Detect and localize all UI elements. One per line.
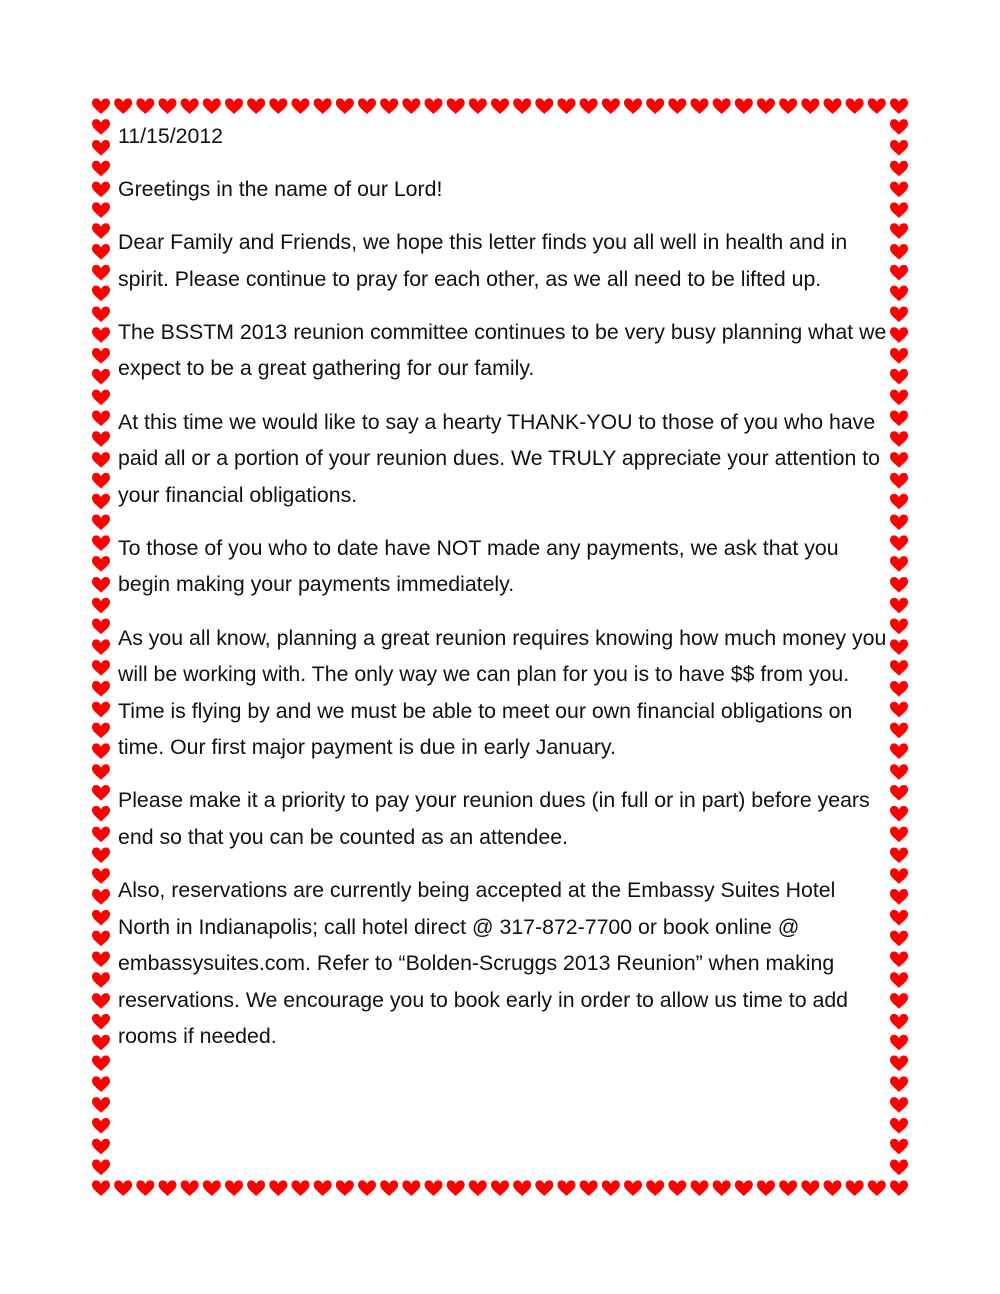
heart-icon xyxy=(757,1180,775,1196)
heart-icon xyxy=(890,182,908,198)
heart-icon xyxy=(513,1180,531,1196)
heart-icon xyxy=(92,1035,110,1051)
heart-icon xyxy=(114,1180,132,1196)
heart-icon xyxy=(580,1180,598,1196)
heart-icon xyxy=(624,98,642,114)
heart-icon xyxy=(890,951,908,967)
heart-icon xyxy=(890,847,908,863)
heart-icon xyxy=(114,98,132,114)
heart-icon xyxy=(890,161,908,177)
heart-icon xyxy=(92,515,110,531)
heart-icon xyxy=(136,98,154,114)
heart-icon xyxy=(558,98,576,114)
heart-icon xyxy=(890,327,908,343)
heart-icon xyxy=(890,1139,908,1155)
heart-icon xyxy=(691,98,709,114)
heart-icon xyxy=(801,98,819,114)
heart-icon xyxy=(358,98,376,114)
heart-icon xyxy=(868,98,886,114)
heart-icon xyxy=(92,286,110,302)
heart-icon xyxy=(92,327,110,343)
heart-icon xyxy=(92,1180,110,1196)
heart-icon xyxy=(691,1180,709,1196)
heart-icon xyxy=(314,98,332,114)
heart-icon xyxy=(513,98,531,114)
heart-icon xyxy=(890,889,908,905)
heart-icon xyxy=(92,390,110,406)
heart-icon xyxy=(890,348,908,364)
heart-icon xyxy=(292,98,310,114)
heart-icon xyxy=(92,473,110,489)
heart-icon xyxy=(580,98,598,114)
heart-icon xyxy=(713,98,731,114)
heart-icon xyxy=(824,1180,842,1196)
heart-icon xyxy=(92,702,110,718)
heart-icon xyxy=(336,98,354,114)
heart-icon xyxy=(890,827,908,843)
heart-icon xyxy=(890,764,908,780)
heart-icon xyxy=(890,931,908,947)
heart-icon xyxy=(890,369,908,385)
heart-icon xyxy=(402,98,420,114)
heart-icon xyxy=(159,1180,177,1196)
heart-icon xyxy=(890,972,908,988)
heart-icon xyxy=(801,1180,819,1196)
heart-icon xyxy=(92,223,110,239)
paragraph-wellwishes: Dear Family and Friends, we hope this letter finds you all well in health and in spirit. Please continue to pray for each other, as we all need to be lifted up. xyxy=(118,230,848,291)
heart-icon xyxy=(735,1180,753,1196)
letter-body xyxy=(118,118,888,1072)
heart-icon xyxy=(181,1180,199,1196)
heart-icon xyxy=(846,1180,864,1196)
heart-icon xyxy=(92,868,110,884)
heart-icon xyxy=(92,598,110,614)
paragraph-reservations: Also, reservations are currently being accepted at the Embassy Suites Hotel North in Indianapolis; call hotel direct @ 317-872-7700 or book online @ embassysuites.com. Refer to “Bolden-Scruggs 2013 Reunion” when making reservations. We encourage you to book early in order to allow us time to add rooms if needed. xyxy=(118,878,849,1049)
heart-icon xyxy=(890,140,908,156)
heart-icon xyxy=(890,410,908,426)
heart-icon xyxy=(136,1180,154,1196)
heart-icon xyxy=(713,1180,731,1196)
heart-icon xyxy=(779,1180,797,1196)
heart-icon xyxy=(92,410,110,426)
heart-icon xyxy=(646,1180,664,1196)
heart-icon xyxy=(92,535,110,551)
heart-icon xyxy=(92,931,110,947)
heart-icon xyxy=(92,785,110,801)
heart-icon xyxy=(92,244,110,260)
heart-icon xyxy=(890,1056,908,1072)
heart-icon xyxy=(890,1014,908,1030)
heart-icon xyxy=(779,98,797,114)
heart-icon xyxy=(425,98,443,114)
heart-icon xyxy=(447,1180,465,1196)
letter-date: 11/15/2012 xyxy=(118,124,224,148)
heart-icon xyxy=(92,827,110,843)
heart-icon xyxy=(890,785,908,801)
heart-icon xyxy=(890,286,908,302)
heart-icon xyxy=(92,369,110,385)
heart-icon xyxy=(92,98,110,114)
heart-icon xyxy=(890,1160,908,1176)
heart-icon xyxy=(92,1097,110,1113)
heart-icon xyxy=(491,1180,509,1196)
heart-icon xyxy=(890,681,908,697)
heart-icon xyxy=(92,889,110,905)
heart-icon xyxy=(380,1180,398,1196)
heart-icon xyxy=(92,348,110,364)
heart-icon xyxy=(92,1076,110,1092)
heart-icon xyxy=(890,806,908,822)
heart-icon xyxy=(757,98,775,114)
heart-icon xyxy=(890,98,908,114)
heart-icon xyxy=(890,390,908,406)
heart-icon xyxy=(292,1180,310,1196)
heart-icon xyxy=(535,98,553,114)
heart-icon xyxy=(269,98,287,114)
heart-icon xyxy=(890,452,908,468)
heart-icon xyxy=(624,1180,642,1196)
heart-icon xyxy=(92,993,110,1009)
heart-icon xyxy=(92,494,110,510)
heart-icon xyxy=(824,98,842,114)
heart-icon xyxy=(225,98,243,114)
heart-icon xyxy=(92,1056,110,1072)
heart-icon xyxy=(92,743,110,759)
heart-icon xyxy=(269,1180,287,1196)
heart-icon xyxy=(92,1118,110,1134)
paragraph-planning: As you all know, planning a great reunion requires knowing how much money you will be working with. The only way we can plan for you is to have $$ from you. Time is flying by and we must be able to meet our own financial obligations on time. Our first major payment is due in early January. xyxy=(118,625,887,760)
heart-icon xyxy=(890,910,908,926)
heart-icon xyxy=(92,140,110,156)
heart-icon xyxy=(890,619,908,635)
heart-icon xyxy=(890,660,908,676)
heart-icon xyxy=(92,764,110,780)
heart-icon xyxy=(247,1180,265,1196)
heart-icon xyxy=(92,847,110,863)
heart-icon xyxy=(890,993,908,1009)
heart-icon xyxy=(890,473,908,489)
heart-icon xyxy=(92,1139,110,1155)
heart-icon xyxy=(890,306,908,322)
heart-icon xyxy=(890,723,908,739)
heart-icon xyxy=(890,868,908,884)
heart-icon xyxy=(735,98,753,114)
heart-icon xyxy=(890,202,908,218)
heart-icon xyxy=(447,98,465,114)
heart-icon xyxy=(92,723,110,739)
heart-icon xyxy=(336,1180,354,1196)
heart-icon xyxy=(380,98,398,114)
heart-icon xyxy=(890,223,908,239)
heart-icon xyxy=(92,431,110,447)
heart-icon xyxy=(358,1180,376,1196)
paragraph-priority: Please make it a priority to pay your reunion dues (in full or in part) before years end so that you can be counted as an attendee. xyxy=(118,788,870,849)
heart-icon xyxy=(602,1180,620,1196)
heart-icon xyxy=(92,1014,110,1030)
heart-icon xyxy=(92,951,110,967)
heart-icon xyxy=(890,743,908,759)
heart-icon xyxy=(491,98,509,114)
heart-icon xyxy=(92,619,110,635)
heart-icon xyxy=(225,1180,243,1196)
heart-icon xyxy=(558,1180,576,1196)
heart-icon xyxy=(890,1118,908,1134)
heart-icon xyxy=(181,98,199,114)
heart-icon xyxy=(425,1180,443,1196)
heart-icon xyxy=(890,494,908,510)
heart-icon xyxy=(890,244,908,260)
heart-icon xyxy=(92,306,110,322)
heart-icon xyxy=(890,1180,908,1196)
heart-icon xyxy=(92,681,110,697)
paragraph-committee: The BSSTM 2013 reunion committee continues to be very busy planning what we expect to be a great gathering for our family. xyxy=(118,319,887,381)
heart-icon xyxy=(203,98,221,114)
paragraph-payments-request: To those of you who to date have NOT made any payments, we ask that you begin making your payments immediately. xyxy=(118,535,839,597)
heart-icon xyxy=(92,806,110,822)
heart-icon xyxy=(890,1076,908,1092)
heart-icon xyxy=(92,265,110,281)
heart-icon xyxy=(535,1180,553,1196)
heart-icon xyxy=(890,1035,908,1051)
heart-icon xyxy=(890,639,908,655)
heart-icon xyxy=(203,1180,221,1196)
heart-icon xyxy=(890,702,908,718)
letter-greeting: Greetings in the name of our Lord! xyxy=(118,177,443,202)
heart-icon xyxy=(890,1097,908,1113)
heart-icon xyxy=(668,1180,686,1196)
heart-icon xyxy=(92,639,110,655)
heart-icon xyxy=(668,98,686,114)
heart-icon xyxy=(92,161,110,177)
heart-icon xyxy=(469,1180,487,1196)
heart-icon xyxy=(868,1180,886,1196)
heart-icon xyxy=(92,910,110,926)
heart-icon xyxy=(890,265,908,281)
heart-icon xyxy=(92,577,110,593)
heart-icon xyxy=(92,182,110,198)
heart-icon xyxy=(92,452,110,468)
heart-icon xyxy=(159,98,177,114)
heart-icon xyxy=(890,515,908,531)
heart-icon xyxy=(402,1180,420,1196)
paragraph-thank-you: At this time we would like to say a hearty THANK-YOU to those of you who have paid all or a portion of your reunion dues. We TRULY appreciate your attention to your financial obligations. xyxy=(118,409,881,507)
heart-icon xyxy=(602,98,620,114)
heart-icon xyxy=(92,1160,110,1176)
heart-icon xyxy=(890,535,908,551)
heart-icon xyxy=(890,431,908,447)
heart-icon xyxy=(646,98,664,114)
heart-icon xyxy=(469,98,487,114)
heart-icon xyxy=(314,1180,332,1196)
heart-icon xyxy=(890,598,908,614)
heart-icon xyxy=(890,556,908,572)
heart-icon xyxy=(890,577,908,593)
heart-icon xyxy=(92,972,110,988)
heart-icon xyxy=(890,119,908,135)
heart-icon xyxy=(846,98,864,114)
heart-icon xyxy=(92,556,110,572)
heart-icon xyxy=(247,98,265,114)
heart-icon xyxy=(92,660,110,676)
heart-icon xyxy=(92,119,110,135)
heart-icon xyxy=(92,202,110,218)
